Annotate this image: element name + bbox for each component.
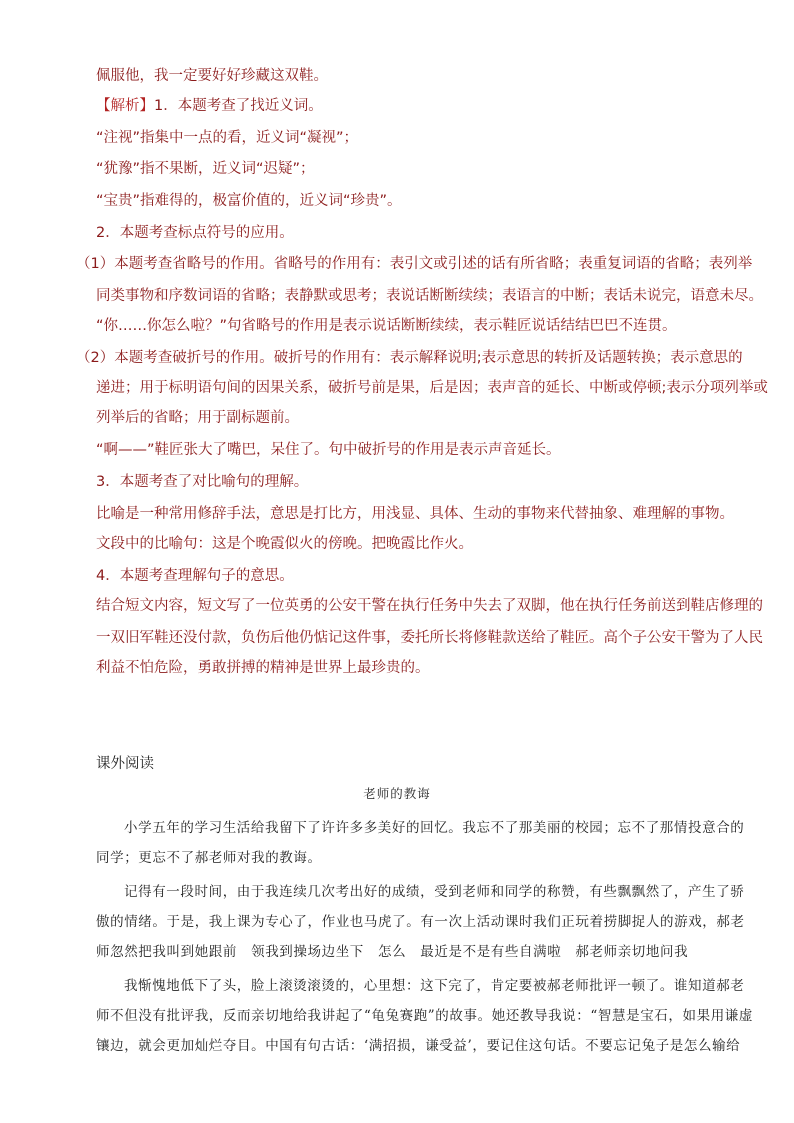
answer-line-16: 文段中的比喻句：这是个晚霞似火的傍晚。把晚霞比作火。 [96, 536, 473, 552]
answer-line-9: “你……你怎么啦？”句省略号的作用是表示说话断断续续，表示鞋匠说话结结巴巴不连贯。 [96, 318, 677, 334]
answer-line-15: 比喻是一种常用修辞手法，意思是打比方，用浅显、具体、生动的事物来代替抽象、难理解的事物。 [96, 506, 734, 522]
answer-line-11: 递进；用于标明语句间的因果关系，破折号前是果，后是因；表声音的延长、中断或停顿;表示分项列举或 [96, 380, 768, 396]
answer-line-7: （1）本题考查省略号的作用。省略号的作用有：表引文或引述的话有所省略；表重复词语的省略；表列举 [76, 256, 753, 272]
story-paragraph-1-line-1: 小学五年的学习生活给我留下了许许多多美好的回忆。我忘不了那美丽的校园；忘不了那情投意合的 [124, 820, 745, 836]
answer-line-14: 3．本题考查了对比喻句的理解。 [96, 474, 309, 490]
section-title: 课外阅读 [96, 756, 154, 772]
answer-line-8: 同类事物和序数词语的省略；表静默或思考；表说话断断续续；表语言的中断；表话未说完，语意未尽。 [96, 288, 763, 304]
answer-line-1: 佩服他，我一定要好好珍藏这双鞋。 [96, 68, 328, 84]
story-paragraph-2-line-1: 记得有一段时间，由于我连续几次考出好的成绩，受到老师和同学的称赞，有些飘飘然了，产生了骄 [124, 884, 745, 900]
analysis-heading-text: 1．本题考查了找近义词。 [154, 98, 323, 114]
story-paragraph-1-line-2: 同学；更忘不了郝老师对我的教诲。 [96, 850, 322, 866]
answer-line-18: 结合短文内容，短文写了一位英勇的公安干警在执行任务中失去了双脚，他在执行任务前送到鞋店修理的 [96, 598, 763, 614]
analysis-heading [96, 96, 323, 116]
answer-line-4: “犹豫”指不果断，近义词“迟疑”； [96, 161, 315, 177]
story-paragraph-2-line-3: 师忽然把我叫到她跟前 领我到操场边坐下 怎么 最近是不是有些自满啦 郝老师亲切地问我 [96, 944, 689, 960]
story-paragraph-2-line-2: 傲的情绪。于是，我上课为专心了，作业也马虎了。有一次上活动课时我们正玩着捞脚捉人的游戏，郝老 [96, 914, 745, 930]
answer-line-19: 一双旧军鞋还没付款，负伤后他仍惦记这件事，委托所长将修鞋款送给了鞋匠。高个子公安干警为了人民 [96, 630, 763, 646]
answer-line-13: “啊——”鞋匠张大了嘴巴，呆住了。句中破折号的作用是表示声音延长。 [96, 442, 561, 458]
answer-line-20: 利益不怕危险，勇敢拼搏的精神是世界上最珍贵的。 [96, 660, 430, 676]
answer-line-3: “注视”指集中一点的看，近义词“凝视”； [96, 130, 359, 146]
answer-line-5: “宝贵”指难得的，极富价值的，近义词“珍贵”。 [96, 193, 402, 209]
story-paragraph-3-line-2: 师不但没有批评我，反而亲切地给我讲起了“龟兔赛跑”的故事。她还教导我说：“智慧是宝石，如果用谦虚 [96, 1008, 754, 1024]
analysis-bracket-label: 【解析】 [96, 98, 154, 114]
story-paragraph-3-line-3: 镶边，就会更加灿烂夺目。中国有句古话：‘满招损，谦受益’，要记住这句话。不要忘记兔子是怎么输给 [96, 1038, 741, 1054]
story-paragraph-3-line-1: 我惭愧地低下了头，脸上滚烫滚烫的，心里想：这下完了，肯定要被郝老师批评一顿了。谁知道郝老 [124, 978, 745, 994]
story-title: 老师的教诲 [363, 786, 431, 801]
answer-line-10: （2）本题考查破折号的作用。破折号的作用有：表示解释说明;表示意思的转折及话题转换；表示意思的 [76, 350, 743, 366]
answer-line-12: 列举后的省略；用于副标题前。 [96, 410, 299, 426]
answer-line-6: 2．本题考查标点符号的应用。 [96, 225, 294, 241]
answer-line-17: 4．本题考查理解句子的意思。 [96, 568, 294, 584]
